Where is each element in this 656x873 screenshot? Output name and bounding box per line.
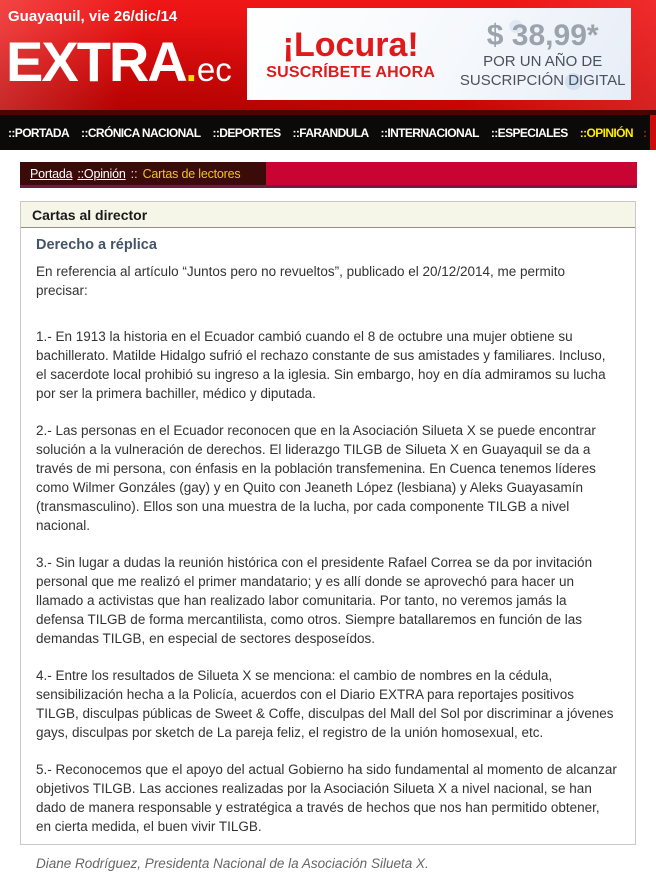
letter-signature: Diane Rodríguez, Presidenta Nacional de la Asociación Silueta X. bbox=[36, 856, 429, 871]
promo-headline: ¡Locura! bbox=[282, 26, 419, 65]
promo-subscribe-label: SUSCRÍBETE AHORA bbox=[266, 63, 436, 81]
nav-item-portada[interactable]: ::PORTADA bbox=[8, 125, 70, 140]
letter-paragraph-1: 1.- En 1913 la historia en el Ecuador cambió cuando el 8 de octubre una mujer obtiene su bachillerato. Matilde Hidalgo sufrió el rechazo constante de sus amistades y familiares. Incluso, el sacerdote local prohibió su ingreso a la iglesia. Sin embargo, hoy en día admiramos su lucha por ser la primera bachiller, médico y diputada. bbox=[36, 329, 606, 401]
nav-item-especiales[interactable]: ::ESPECIALES bbox=[490, 125, 568, 140]
letter-body bbox=[21, 228, 635, 873]
nav-edge-accent bbox=[650, 115, 656, 150]
letter-paragraph-2: 2.- Las personas en el Ecuador reconocen que en la Asociación Silueta X se puede encontrar solución a la vulneración de derechos. El liderazgo TILGB de Silueta X en Guayaquil se da a través de mi persona, con énfasis en la población transfemenina. En Cuenca tenemos líderes como Wilmer Gonzáles (gay) y en Quito con Jeaneth López (lesbiana) y Aleks Guayasamín (transmasculino). Ellos son una muestra de la lucha, por cada componente TILGB a nivel nacional. bbox=[36, 423, 596, 533]
promo-left-column bbox=[247, 26, 454, 82]
logo-dot: . bbox=[185, 46, 197, 90]
breadcrumb-dark-segment bbox=[20, 162, 266, 185]
article-title: Derecho a réplica bbox=[36, 237, 157, 253]
main-nav bbox=[0, 115, 656, 150]
breadcrumb-link-portada[interactable]: Portada bbox=[30, 166, 73, 181]
letter-paragraph-3: 3.- Sin lugar a dudas la reunión histórica con el presidente Rafael Correa se da por invitación personal que me realizó el primer mandatario; y es allí donde se aprovechó para hacer un llamado a activistas que han realizado labor comunitaria. Por tanto, no veremos jamás la defensa TILGB de forma mercantilista, como otros. Siempre batallaremos en función de las demandas TILGB, en especial de sectores desposeídos. bbox=[36, 555, 593, 646]
subscription-promo-banner[interactable] bbox=[247, 8, 631, 100]
breadcrumb-link-opinion[interactable]: ::Opinión bbox=[77, 166, 126, 181]
promo-price: $ 38,99* bbox=[486, 18, 599, 52]
logo-name: EXTRA bbox=[6, 30, 186, 93]
masthead bbox=[0, 0, 656, 110]
promo-period-line2: SUSCRIPCIÓN DIGITAL bbox=[459, 71, 626, 89]
nav-item-internacional[interactable]: ::INTERNACIONAL bbox=[380, 125, 479, 140]
edition-date: Guayaquil, vie 26/dic/14 bbox=[8, 8, 178, 25]
nav-item-cronica-nacional[interactable]: ::CRÓNICA NACIONAL bbox=[81, 125, 201, 140]
nav-item-deportes[interactable]: ::DEPORTES bbox=[212, 125, 281, 140]
promo-period-line1: POR UN AÑO DE bbox=[483, 52, 603, 70]
letter-intro: En referencia al artículo “Juntos pero no revueltos”, publicado el 20/12/2014, me permito precisar: bbox=[36, 264, 566, 298]
promo-right-column bbox=[454, 19, 631, 90]
letter-paragraph-4: 4.- Entre los resultados de Silueta X se menciona: el cambio de nombres en la cédula, sensibilización hecha a la Policía, acuerdos con el Diario EXTRA para reportajes positivos TILGB, disculpas públicas de Sweet & Coffe, disculpas del Mall del Sol por discriminar a jóvenes gays, disculpas por sketch de La pareja feliz, el registro de la unión homosexual, etc. bbox=[36, 668, 614, 740]
nav-item-opinion[interactable]: ::OPINIÓN bbox=[579, 125, 633, 140]
breadcrumb bbox=[20, 162, 637, 188]
breadcrumb-current-page: Cartas de lectores bbox=[142, 166, 241, 181]
extra-logo[interactable] bbox=[6, 30, 232, 93]
section-title: Cartas al director bbox=[21, 202, 635, 228]
letter-content-box bbox=[20, 201, 636, 871]
breadcrumb-separator: :: bbox=[130, 166, 138, 181]
logo-tld: ec bbox=[196, 51, 232, 88]
nav-item-farandula[interactable]: ::FARANDULA bbox=[292, 125, 369, 140]
letter-paragraph-5: 5.- Reconocemos que el apoyo del actual Gobierno ha sido fundamental al momento de alcanzar objetivos TILGB. Las acciones realizadas por la Asociación Silueta X a nivel nacional, se han dado de manera responsable y estratégica a través de hechos que nos han permitido obtener, en cierta medida, el buen vivir TILGB. bbox=[36, 762, 617, 834]
nav-trailing-colon: : bbox=[642, 125, 647, 140]
